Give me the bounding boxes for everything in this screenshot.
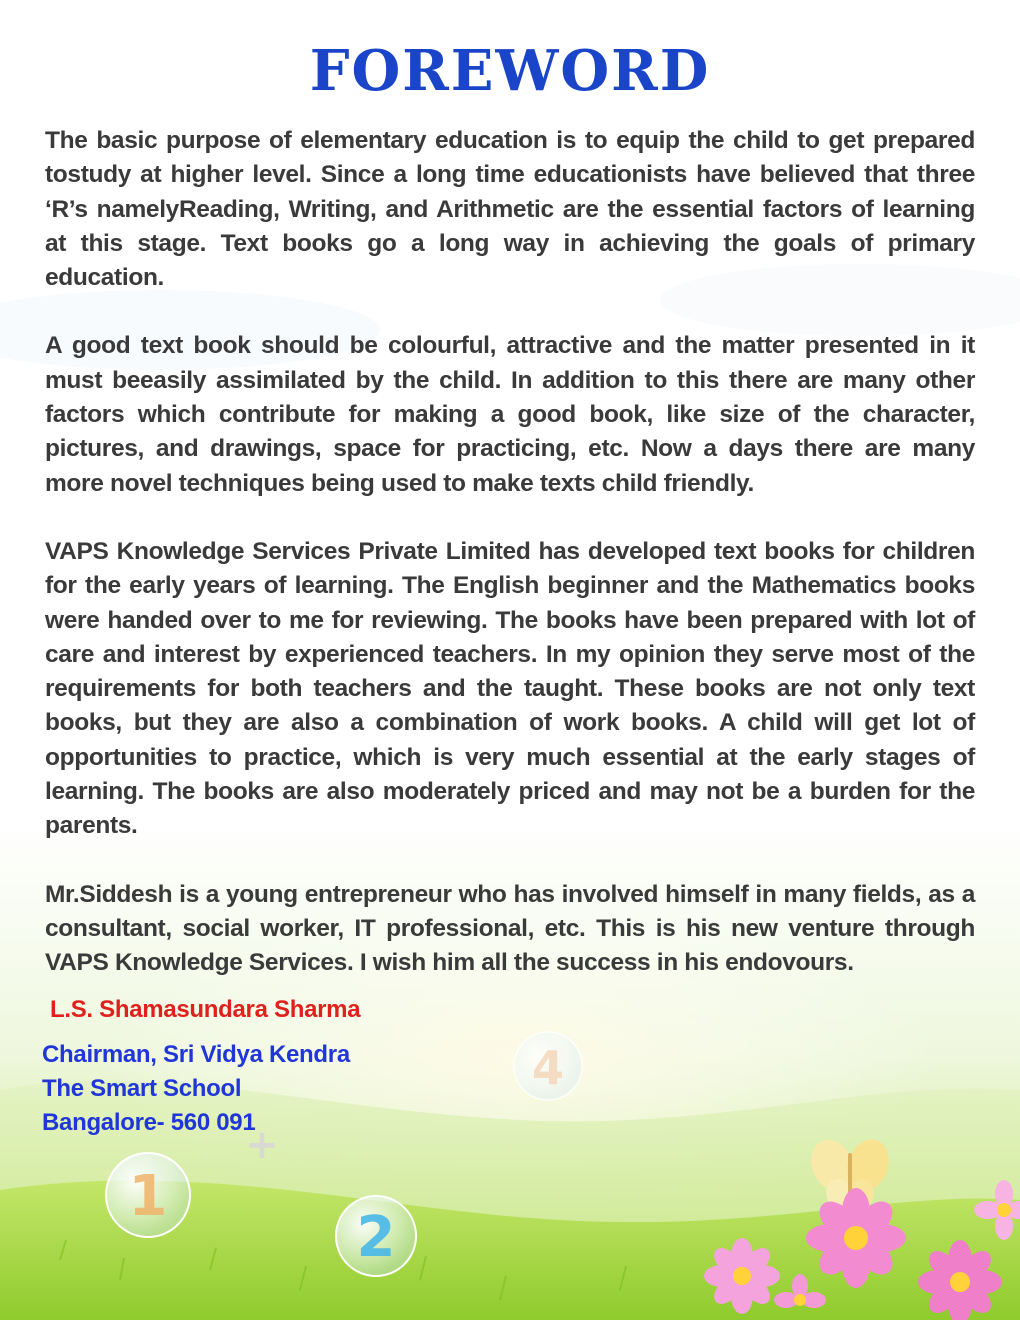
paragraph-mr-siddesh: Mr.Siddesh is a young entrepreneur who has involved himself in many fields, as a consultant, social worker, IT professional, etc. This is his new venture through VAPS Knowledge Services. I wish him all the success in his endovours. <box>45 880 975 977</box>
signature-organization: The Smart School <box>42 1075 242 1102</box>
svg-text:+: + <box>245 1122 279 1168</box>
signature-address: Bangalore- 560 091 <box>42 1109 256 1136</box>
paragraph-good-text-book: A good text book should be colourful, attractive and the matter presented in it must beeasily assimilated by the child. In addition to this there are many other factors which contribute for making a good book, like size of the character, pictures, and drawings, space for practicing, etc. Now a days there are many more novel techniques being used to make texts child friendly. <box>45 332 975 497</box>
signature-details <box>42 1038 350 1140</box>
paragraph-purpose: The basic purpose of elementary education is to equip the child to get prepared tostudy at higher level. Since a long time educationists have believed that three ‘R’s namelyReading, Writing, and Arithmetic are the essential factors of learning at this stage. Text books go a long way in achieving the goals of primary education. <box>45 127 975 292</box>
foreword-body <box>45 124 975 1015</box>
page-title: FOREWORD <box>309 38 711 104</box>
number-four-glyph: 4 <box>531 1041 565 1095</box>
signature-name: L.S. Shamasundara Sharma <box>50 996 361 1023</box>
number-two-glyph: 2 <box>356 1205 396 1270</box>
paragraph-vaps-books: VAPS Knowledge Services Private Limited has developed text books for children for the early years of learning. The English beginner and the Mathematics books were handed over to me for reviewing. The books have been prepared with lot of care and interest by experienced teachers. In my opinion they serve most of the requirements for both teachers and the taught. These books are not only text books, but they are also a combination of work books. A child will get lot of opportunities to practice, which is very much essential at the early stages of learning. The books are also moderately priced and may not be a burden for the parents. <box>45 537 975 840</box>
number-one-glyph: 1 <box>128 1164 168 1229</box>
signature-title: Chairman, Sri Vidya Kendra <box>42 1041 350 1068</box>
